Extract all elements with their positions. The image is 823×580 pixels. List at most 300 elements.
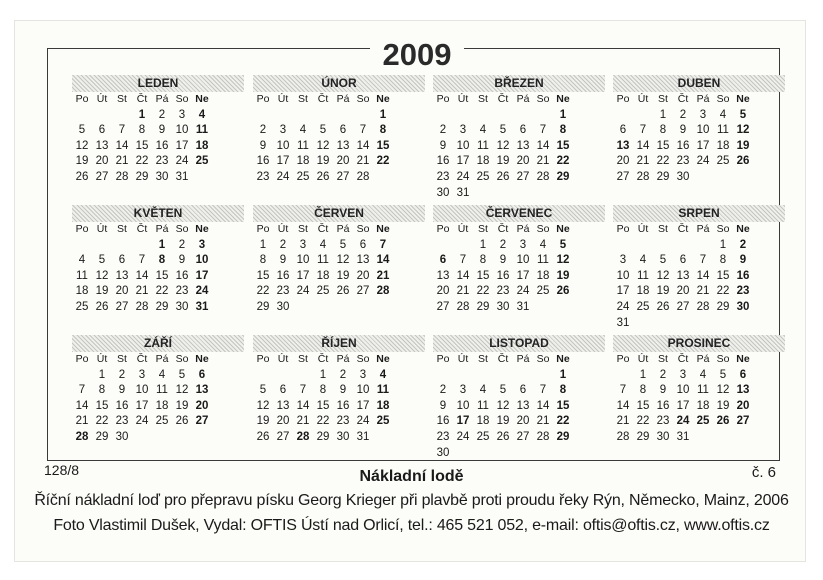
week-row	[613, 368, 785, 384]
month-7	[433, 205, 605, 316]
day-cell	[513, 186, 533, 202]
weekday-label: So	[716, 353, 730, 365]
day-cell: 15	[556, 399, 570, 412]
weekday-label: Po	[436, 223, 450, 235]
day-cell: 5	[319, 124, 327, 137]
day-cell: 26	[656, 300, 670, 313]
day-cell: 23	[115, 415, 129, 428]
weekday-label: Čt	[677, 353, 689, 365]
week-row	[433, 414, 605, 430]
day-cell: 24	[516, 285, 530, 298]
day-cell: 23	[736, 285, 750, 298]
week-row	[433, 253, 605, 269]
week-row	[253, 108, 425, 124]
weekday-label: So	[175, 223, 189, 235]
day-cell: 20	[516, 415, 530, 428]
day-cell: 24	[356, 415, 370, 428]
weekday-label: Ne	[736, 93, 750, 105]
day-cell: 24	[696, 155, 710, 168]
day-cell: 15	[376, 139, 390, 152]
day-cell: 20	[516, 155, 530, 168]
week-row	[72, 300, 244, 316]
day-cell: 23	[496, 285, 510, 298]
day-cell: 5	[499, 384, 507, 397]
day-cell: 2	[178, 238, 186, 251]
weekday-label: Čt	[317, 223, 329, 235]
day-cell: 20	[95, 155, 109, 168]
day-cell: 12	[496, 399, 510, 412]
day-cell: 31	[516, 300, 530, 313]
day-cell: 25	[716, 155, 730, 168]
day-cell	[733, 430, 753, 446]
day-cell: 18	[476, 155, 490, 168]
weekday-label: St	[117, 93, 127, 105]
week-row	[613, 269, 785, 285]
day-cell	[513, 446, 533, 462]
day-cell: 28	[636, 170, 650, 183]
weekday-label: Út	[277, 93, 289, 105]
weekday-label: So	[356, 223, 370, 235]
day-cell	[72, 368, 92, 384]
day-cell: 28	[115, 170, 129, 183]
day-cell: 20	[195, 399, 209, 412]
day-cell	[693, 170, 713, 186]
day-cell: 15	[656, 139, 670, 152]
weekday-label: Út	[457, 223, 469, 235]
week-row	[253, 284, 425, 300]
day-cell: 7	[118, 124, 126, 137]
day-cell: 5	[259, 384, 267, 397]
weekday-label: Po	[75, 223, 89, 235]
day-cell: 9	[439, 399, 447, 412]
weekday-label: Ne	[736, 353, 750, 365]
weekday-header	[613, 92, 785, 108]
day-cell: 2	[439, 124, 447, 137]
day-cell	[132, 238, 152, 254]
weekday-label: Po	[75, 353, 89, 365]
day-cell: 20	[436, 285, 450, 298]
week-row	[253, 269, 425, 285]
weekday-label: Po	[436, 353, 450, 365]
day-cell: 18	[376, 399, 390, 412]
weekday-label: Čt	[136, 93, 148, 105]
day-cell: 4	[78, 254, 86, 267]
weekday-label: Ne	[376, 353, 390, 365]
day-cell	[473, 446, 493, 462]
day-cell: 18	[716, 139, 730, 152]
weekday-label: St	[298, 353, 308, 365]
day-cell: 15	[636, 399, 650, 412]
day-cell: 7	[138, 254, 146, 267]
day-cell: 23	[676, 155, 690, 168]
day-cell: 12	[716, 384, 730, 397]
day-cell: 26	[496, 170, 510, 183]
day-cell: 28	[696, 300, 710, 313]
day-cell: 14	[115, 139, 129, 152]
day-cell: 27	[516, 170, 530, 183]
weekday-label: Po	[256, 223, 270, 235]
catalog-code: 128/8	[44, 462, 80, 478]
day-cell: 22	[376, 155, 390, 168]
day-cell: 21	[135, 285, 149, 298]
day-cell: 7	[619, 384, 627, 397]
day-cell: 1	[559, 108, 567, 121]
day-cell: 22	[556, 155, 570, 168]
week-row	[613, 316, 785, 332]
day-cell	[513, 368, 533, 384]
day-cell: 22	[135, 155, 149, 168]
week-row	[253, 430, 425, 446]
weekday-label: Ne	[736, 223, 750, 235]
photo-description: Říční nákladní loď pro přepravu písku Georg Krieger při plavbě proti proudu řeky Rýn, Německo, Mainz, 2006	[34, 492, 789, 509]
weekday-label: Pá	[696, 223, 710, 235]
day-cell: 30	[276, 300, 290, 313]
day-cell: 30	[676, 170, 690, 183]
weekday-label: Út	[277, 223, 289, 235]
day-cell: 13	[616, 139, 630, 152]
day-cell: 2	[659, 368, 667, 381]
day-cell	[713, 316, 733, 332]
day-cell: 23	[656, 415, 670, 428]
day-cell: 13	[356, 254, 370, 267]
day-cell	[353, 300, 373, 316]
day-cell: 22	[95, 415, 109, 428]
day-cell: 16	[496, 269, 510, 282]
week-row	[613, 284, 785, 300]
week-row	[433, 186, 605, 202]
day-cell: 13	[195, 384, 209, 397]
week-row	[253, 123, 425, 139]
week-row	[72, 170, 244, 186]
day-cell: 29	[95, 430, 109, 443]
day-cell	[733, 316, 753, 332]
day-cell: 23	[155, 155, 169, 168]
day-cell: 3	[679, 368, 687, 381]
day-cell: 30	[155, 170, 169, 183]
day-cell: 21	[296, 415, 310, 428]
weekday-label: Pá	[336, 353, 350, 365]
week-row	[433, 269, 605, 285]
day-cell: 11	[697, 384, 709, 397]
day-cell: 21	[536, 155, 550, 168]
day-cell: 17	[356, 399, 370, 412]
day-cell	[373, 170, 393, 186]
day-cell: 14	[356, 139, 370, 152]
day-cell: 12	[496, 139, 510, 152]
day-cell	[433, 368, 453, 384]
day-cell: 6	[739, 368, 747, 381]
day-cell: 30	[336, 430, 350, 443]
day-cell	[633, 108, 653, 124]
day-cell	[553, 186, 573, 202]
week-row	[613, 170, 785, 186]
month-name: LISTOPAD	[433, 335, 605, 352]
day-cell	[633, 238, 653, 254]
day-cell: 25	[316, 285, 330, 298]
day-cell: 4	[539, 238, 547, 251]
day-cell: 14	[376, 254, 390, 267]
week-row	[253, 154, 425, 170]
day-cell: 26	[496, 430, 510, 443]
weekday-header	[253, 352, 425, 368]
day-cell: 9	[178, 254, 186, 267]
day-cell: 20	[676, 285, 690, 298]
day-cell: 16	[656, 399, 670, 412]
weekday-label: So	[536, 353, 550, 365]
day-cell: 21	[75, 415, 89, 428]
week-row	[613, 139, 785, 155]
day-cell: 2	[679, 108, 687, 121]
day-cell: 17	[276, 155, 290, 168]
day-cell	[373, 430, 393, 446]
day-cell: 14	[616, 399, 630, 412]
weekday-label: Út	[277, 353, 289, 365]
day-cell	[533, 108, 553, 124]
day-cell: 25	[75, 300, 89, 313]
day-cell	[192, 170, 212, 186]
day-cell: 2	[259, 124, 267, 137]
week-row	[72, 368, 244, 384]
day-cell: 2	[279, 238, 287, 251]
weekday-label: Út	[457, 353, 469, 365]
day-cell: 30	[496, 300, 510, 313]
day-cell: 10	[676, 384, 690, 397]
day-cell: 27	[676, 300, 690, 313]
day-cell: 29	[556, 430, 570, 443]
month-name: KVĚTEN	[72, 205, 244, 222]
day-cell: 22	[556, 415, 570, 428]
day-cell: 13	[736, 384, 750, 397]
day-cell: 31	[195, 300, 209, 313]
day-cell	[453, 446, 473, 462]
day-cell: 3	[359, 368, 367, 381]
weekday-label: So	[356, 353, 370, 365]
day-cell	[253, 108, 273, 124]
day-cell: 22	[155, 285, 169, 298]
week-row	[613, 300, 785, 316]
day-cell: 16	[736, 269, 750, 282]
weekday-label: St	[298, 93, 308, 105]
weekday-header	[72, 352, 244, 368]
day-cell: 5	[559, 238, 567, 251]
day-cell: 28	[536, 430, 550, 443]
day-cell	[253, 368, 273, 384]
day-cell: 27	[336, 170, 350, 183]
day-cell: 19	[736, 139, 750, 152]
weekday-label: St	[658, 353, 668, 365]
weekday-label: Po	[616, 93, 630, 105]
day-cell	[92, 238, 112, 254]
weekday-label: Čt	[136, 223, 148, 235]
day-cell: 8	[319, 384, 327, 397]
day-cell: 27	[195, 415, 209, 428]
day-cell: 1	[659, 108, 667, 121]
weekday-label: Pá	[336, 93, 350, 105]
day-cell	[353, 108, 373, 124]
day-cell: 26	[95, 300, 109, 313]
day-cell	[693, 238, 713, 254]
day-cell: 9	[339, 384, 347, 397]
day-cell: 24	[616, 300, 630, 313]
day-cell: 19	[256, 415, 270, 428]
day-cell: 7	[78, 384, 86, 397]
day-cell: 21	[456, 285, 470, 298]
day-cell	[433, 108, 453, 124]
day-cell: 18	[536, 269, 550, 282]
day-cell: 3	[178, 108, 186, 121]
day-cell: 28	[296, 430, 310, 443]
day-cell	[313, 108, 333, 124]
week-row	[72, 123, 244, 139]
day-cell: 26	[175, 415, 189, 428]
day-cell: 24	[456, 430, 470, 443]
day-cell	[713, 170, 733, 186]
week-row	[613, 253, 785, 269]
day-cell: 18	[696, 399, 710, 412]
day-cell: 16	[115, 399, 129, 412]
day-cell: 9	[439, 139, 447, 152]
day-cell: 6	[98, 124, 106, 137]
day-cell: 21	[616, 415, 630, 428]
day-cell: 6	[359, 238, 367, 251]
week-row	[433, 368, 605, 384]
day-cell: 10	[456, 399, 470, 412]
day-cell: 18	[296, 155, 310, 168]
weekday-header	[433, 352, 605, 368]
day-cell: 4	[379, 368, 387, 381]
day-cell: 21	[696, 285, 710, 298]
day-cell: 28	[75, 430, 89, 443]
month-name: SRPEN	[613, 205, 785, 222]
weekday-label: Po	[75, 93, 89, 105]
day-cell: 12	[95, 269, 109, 282]
day-cell	[653, 316, 673, 332]
day-cell: 27	[436, 300, 450, 313]
weekday-label: St	[298, 223, 308, 235]
week-row	[613, 108, 785, 124]
weekday-label: Po	[256, 353, 270, 365]
day-cell: 11	[537, 254, 549, 267]
weekday-header	[253, 222, 425, 238]
weekday-header	[253, 92, 425, 108]
week-row	[253, 383, 425, 399]
day-cell: 23	[276, 285, 290, 298]
day-cell: 12	[736, 124, 750, 137]
day-cell	[533, 300, 553, 316]
week-row	[613, 238, 785, 254]
weekday-label: Ne	[556, 353, 570, 365]
day-cell: 13	[95, 139, 109, 152]
day-cell	[132, 430, 152, 446]
weekday-label: Po	[616, 223, 630, 235]
day-cell: 5	[719, 368, 727, 381]
weekday-label: Út	[637, 93, 649, 105]
day-cell: 30	[436, 446, 450, 459]
day-cell: 2	[339, 368, 347, 381]
day-cell: 11	[76, 269, 88, 282]
week-row	[433, 284, 605, 300]
day-cell: 31	[676, 430, 690, 443]
day-cell: 18	[195, 139, 209, 152]
day-cell: 8	[158, 254, 166, 267]
day-cell	[473, 186, 493, 202]
week-row	[433, 446, 605, 462]
day-cell	[613, 108, 633, 124]
day-cell: 27	[95, 170, 109, 183]
week-row	[72, 139, 244, 155]
day-cell: 3	[519, 238, 527, 251]
month-3	[433, 75, 605, 201]
day-cell: 1	[719, 238, 727, 251]
day-cell: 31	[616, 316, 630, 329]
day-cell: 8	[479, 254, 487, 267]
weekday-label: Pá	[696, 93, 710, 105]
weekday-label: Čt	[317, 93, 329, 105]
day-cell: 29	[135, 170, 149, 183]
day-cell: 27	[616, 170, 630, 183]
day-cell: 24	[276, 170, 290, 183]
weekday-label: Út	[96, 223, 108, 235]
day-cell	[493, 368, 513, 384]
day-cell: 8	[138, 124, 146, 137]
month-8	[613, 205, 785, 331]
day-cell: 13	[516, 399, 530, 412]
day-cell: 12	[256, 399, 270, 412]
day-cell	[112, 108, 132, 124]
day-cell: 17	[456, 155, 470, 168]
day-cell: 30	[736, 300, 750, 313]
week-row	[72, 430, 244, 446]
day-cell	[693, 430, 713, 446]
day-cell: 3	[619, 254, 627, 267]
day-cell: 14	[456, 269, 470, 282]
day-cell: 15	[316, 399, 330, 412]
day-cell: 3	[299, 238, 307, 251]
day-cell: 25	[195, 155, 209, 168]
day-cell: 7	[539, 124, 547, 137]
day-cell	[493, 108, 513, 124]
day-cell: 29	[256, 300, 270, 313]
day-cell: 28	[536, 170, 550, 183]
day-cell: 27	[276, 430, 290, 443]
day-cell: 6	[519, 384, 527, 397]
day-cell: 9	[499, 254, 507, 267]
day-cell: 4	[158, 368, 166, 381]
day-cell: 20	[336, 155, 350, 168]
day-cell: 9	[158, 124, 166, 137]
day-cell: 21	[636, 155, 650, 168]
day-cell: 15	[716, 269, 730, 282]
day-cell: 9	[118, 384, 126, 397]
day-cell: 2	[499, 238, 507, 251]
day-cell: 13	[676, 269, 690, 282]
day-cell: 29	[476, 300, 490, 313]
day-cell: 26	[716, 415, 730, 428]
month-2	[253, 75, 425, 186]
month-12	[613, 335, 785, 446]
day-cell: 16	[436, 155, 450, 168]
day-cell: 24	[175, 155, 189, 168]
weekday-label: Pá	[155, 93, 169, 105]
weekday-label: St	[478, 93, 488, 105]
day-cell: 19	[316, 155, 330, 168]
day-cell: 29	[155, 300, 169, 313]
weekday-label: Pá	[336, 223, 350, 235]
day-cell: 26	[336, 285, 350, 298]
day-cell	[273, 108, 293, 124]
month-name: ŘÍJEN	[253, 335, 425, 352]
month-name: BŘEZEN	[433, 75, 605, 92]
